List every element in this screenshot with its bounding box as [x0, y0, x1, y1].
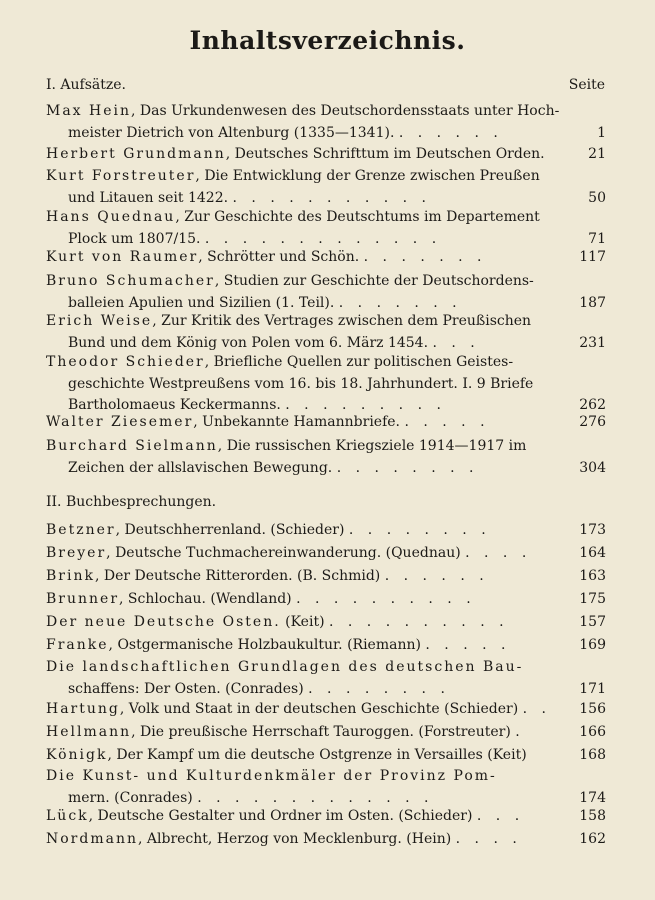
entry-leader-dots: . . . . . . . . . . . . .: [204, 230, 442, 247]
entry-leader-dots: . . . . .: [404, 414, 490, 430]
entry-leader-dots: . . . . . . . . . . . . .: [197, 789, 434, 806]
toc-entry: Kurt Forstreuter, Die Entwicklung der Grenze zwischen Preußen und Litauen seit 1422. . . . . . . . . . . . 50: [46, 166, 606, 209]
entry-page-number: 50: [588, 189, 606, 206]
entry-title-line: Die Entwicklung der Grenze zwischen Preußen: [204, 168, 540, 184]
entry-title-line: und Litauen seit 1422.: [68, 189, 229, 206]
toc-entry: Theodor Schieder, Briefliche Quellen zur politischen Geistes- geschichte Westpreußens vom 16. bis 18. Jahrhundert. I. 9 Briefe Bartholomaeus Keckermanns. . . . . . . . . . 262: [46, 352, 606, 417]
entry-page-number: 157: [579, 614, 606, 630]
entry-leader-dots: . . .: [476, 808, 525, 824]
entry-page-number: 304: [579, 459, 606, 476]
entry-author: Burchard Sielmann: [46, 438, 218, 454]
entry-page-number: 276: [579, 414, 606, 430]
entry-title-line: geschichte Westpreußens vom 16. bis 18. Jahrhundert. I. 9 Briefe: [68, 375, 534, 392]
entry-page-number: 171: [579, 680, 606, 697]
entry-author: Brink: [46, 568, 95, 584]
entry-title-line: Die russischen Kriegsziele 1914—1917 im: [226, 438, 527, 454]
entry-title-line: Briefliche Quellen zur politischen Geistes-: [213, 354, 514, 370]
toc-entry: Brunner, Schlochau. (Wendland) . . . . . . . . . . 175: [46, 589, 606, 611]
toc-entry: [46, 612, 606, 634]
entry-author: Walter Ziesemer: [46, 414, 194, 430]
entry-author: Franke: [46, 637, 109, 653]
toc-entry: [46, 766, 606, 809]
toc-entry: Erich Weise, Zur Kritik des Vertrages zwischen dem Preußischen Bund und dem König von Polen vom 6. März 1454. . . . 231: [46, 311, 606, 354]
entry-title-line: Deutsches Schrifttum im Deutschen Orden.: [234, 146, 545, 162]
toc-entry: Breyer, Deutsche Tuchmachereinwanderung. (Quednau) . . . . 164: [46, 543, 606, 565]
page-title: Inhaltsverzeichnis.: [189, 26, 466, 55]
toc-entry: Bruno Schumacher, Studien zur Geschichte der Deutschordens- balleien Apulien und Sizilien (1. Teil). . . . . . . . 187: [46, 271, 606, 314]
entry-title-line: Das Urkundenwesen des Deutschordensstaats unter Hoch-: [139, 103, 560, 119]
entry-title-line: Bund und dem König von Polen vom 6. März 1454.: [68, 334, 429, 351]
toc-entry: Walter Ziesemer, Unbekannte Hamannbriefe. . . . . . 276: [46, 412, 606, 434]
toc-entry: Hellmann, Die preußische Herrschaft Tauroggen. (Forstreuter) . 166: [46, 722, 606, 744]
entry-leader-dots: . . . . .: [425, 637, 511, 653]
entry-author: Kurt Forstreuter: [46, 168, 196, 184]
entry-page-number: 174: [579, 789, 606, 806]
entry-leader-dots: . . .: [432, 334, 480, 351]
entry-leader-dots: . . . . . . . . .: [285, 397, 446, 413]
entry-page-number: 169: [579, 637, 606, 653]
entry-page-number: 173: [579, 522, 606, 538]
entry-page-number: 231: [579, 334, 606, 351]
entry-title-line: Deutsche Tuchmachereinwanderung. (Quednau): [115, 545, 461, 561]
entry-page-number: 71: [588, 230, 606, 247]
toc-entry: Betzner, Deutschherrenland. (Schieder) . . . . . . . . 173: [46, 520, 606, 542]
entry-title-line: Zeichen der allslavischen Bewegung.: [68, 459, 333, 476]
entry-author: Max Hein: [46, 103, 132, 119]
entry-title-line: Plock um 1807/15.: [68, 230, 201, 247]
entry-title-line: Der Kampf um die deutsche Ostgrenze in Versailles (Keit): [116, 747, 527, 763]
entry-title-line: Schlochau. (Wendland): [127, 591, 292, 607]
toc-entry: Nordmann, Albrecht, Herzog von Mecklenburg. (Hein) . . . . 162: [46, 829, 606, 851]
entry-leader-dots: . . . . . . . . . .: [329, 614, 509, 630]
entry-page-number: 156: [579, 701, 606, 717]
toc-entry: Herbert Grundmann, Deutsches Schrifttum im Deutschen Orden. 21: [46, 144, 606, 166]
entry-title-line: Der Deutsche Ritterorden. (B. Schmid): [103, 568, 381, 584]
entry-title-line: Schrötter und Schön.: [207, 249, 360, 265]
entry-author: Die Kunst- und Kulturdenkmäler der Provinz Pom-: [46, 768, 497, 784]
entry-title-line: balleien Apulien und Sizilien (1. Teil).: [68, 294, 335, 311]
entry-author: Theodor Schieder: [46, 354, 205, 370]
entry-page-number: 187: [579, 294, 606, 311]
entry-page-number: 162: [579, 831, 606, 847]
entry-author: Die landschaftlichen Grundlagen des deutschen Bau-: [46, 659, 524, 675]
entry-leader-dots: . . . . . . . . . .: [296, 591, 476, 607]
entry-author: Hans Quednau: [46, 209, 176, 225]
toc-entry: Kurt von Raumer, Schrötter und Schön. . . . . . . . 117: [46, 247, 606, 269]
entry-title-line: Deutschherrenland. (Schieder): [124, 522, 345, 538]
section-heading-label: II. Buchbesprechungen.: [46, 494, 217, 510]
entry-leader-dots: . . . . . . .: [338, 294, 462, 311]
section-heading-aufsaetze: [46, 75, 605, 95]
entry-leader-dots: . . . . . .: [384, 568, 489, 584]
toc-entry: Max Hein, Das Urkundenwesen des Deutschordensstaats unter Hoch- meister Dietrich von Altenburg (1335—1341). . . . . . . 1: [46, 101, 606, 144]
toc-entry: Burchard Sielmann, Die russischen Kriegsziele 1914—1917 im Zeichen der allslavischen Bewegung. . . . . . . . . 304: [46, 436, 606, 479]
entry-author: Hartung: [46, 701, 120, 717]
entry-author: Betzner: [46, 522, 116, 538]
entry-author: Kurt von Raumer: [46, 249, 199, 265]
entry-title-line: Ostgermanische Holzbaukultur. (Riemann): [117, 637, 421, 653]
entry-leader-dots: . .: [522, 701, 551, 717]
section-heading-buchbesprechungen: [46, 492, 605, 512]
entry-leader-dots: . . . . . .: [398, 124, 503, 141]
entry-leader-dots: .: [515, 724, 525, 740]
section-heading-label: I. Aufsätze.: [46, 77, 127, 93]
entry-page-number: 163: [579, 568, 606, 584]
entry-page-number: 117: [579, 249, 606, 265]
entry-author: Breyer: [46, 545, 107, 561]
entry-title-line: Die preußische Herrschaft Tauroggen. (Forstreuter): [140, 724, 511, 740]
entry-author: Der neue Deutsche Osten.: [46, 614, 281, 630]
entry-leader-dots: . . . .: [465, 545, 532, 561]
toc-entry: Hans Quednau, Zur Geschichte des Deutschtums im Departement Plock um 1807/15. . . . . . . . . . . . . . 71: [46, 207, 606, 250]
entry-page-number: 175: [579, 591, 606, 607]
toc-entry: Königk, Der Kampf um die deutsche Ostgrenze in Versailles (Keit) 168: [46, 745, 606, 767]
entry-page-number: 158: [579, 808, 606, 824]
entry-title-line: (Keit): [285, 614, 325, 630]
entry-title-line: Zur Kritik des Vertrages zwischen dem Preußischen: [161, 313, 532, 329]
entry-author: Nordmann: [46, 831, 138, 847]
entry-title-line: Studien zur Geschichte der Deutschordens-: [223, 273, 534, 289]
entry-author: Hellmann: [46, 724, 132, 740]
toc-entry: Franke, Ostgermanische Holzbaukultur. (Riemann) . . . . . 169: [46, 635, 606, 657]
entry-author: Herbert Grundmann: [46, 146, 226, 162]
entry-leader-dots: . . . .: [455, 831, 522, 847]
entry-page-number: 164: [579, 545, 606, 561]
entry-title-line: mern. (Conrades): [68, 789, 193, 806]
entry-title-line: Unbekannte Hamannbriefe.: [202, 414, 401, 430]
entry-title-line: Deutsche Gestalter und Ordner im Osten. (Schieder): [97, 808, 473, 824]
entry-page-number: 21: [588, 146, 606, 162]
toc-entry: Hartung, Volk und Staat in der deutschen Geschichte (Schieder) . . 156: [46, 699, 606, 721]
toc-entry: [46, 657, 606, 700]
entry-title-line: meister Dietrich von Altenburg (1335—1341).: [68, 124, 395, 141]
entry-author: Lück: [46, 808, 89, 824]
entry-leader-dots: . . . . . . . .: [348, 522, 491, 538]
entry-author: Königk: [46, 747, 108, 763]
entry-title-line: Zur Geschichte des Deutschtums im Departement: [184, 209, 540, 225]
seite-label: Seite: [568, 77, 605, 93]
entry-leader-dots: . . . . . . . .: [308, 680, 450, 697]
entry-page-number: 166: [579, 724, 606, 740]
entry-author: Erich Weise: [46, 313, 153, 329]
entry-page-number: 168: [579, 747, 606, 763]
entry-title-line: Albrecht, Herzog von Mecklenburg. (Hein): [146, 831, 452, 847]
entry-page-number: 1: [597, 124, 606, 141]
entry-author: Brunner: [46, 591, 120, 607]
entry-leader-dots: . . . . . . . .: [336, 459, 479, 476]
toc-entry: Brink, Der Deutsche Ritterorden. (B. Schmid) . . . . . . 163: [46, 566, 606, 588]
entry-title-line: Bartholomaeus Keckermanns.: [68, 397, 281, 413]
entry-leader-dots: . . . . . . .: [363, 249, 487, 265]
toc-entry: Lück, Deutsche Gestalter und Ordner im Osten. (Schieder) . . . 158: [46, 806, 606, 828]
entry-title-line: Volk und Staat in der deutschen Geschichte (Schieder): [128, 701, 519, 717]
entry-title-line: schaffens: Der Osten. (Conrades): [68, 680, 304, 697]
entry-page-number: 262: [579, 397, 606, 413]
entry-leader-dots: . . . . . . . . . . .: [232, 189, 431, 206]
entry-author: Bruno Schumacher: [46, 273, 215, 289]
